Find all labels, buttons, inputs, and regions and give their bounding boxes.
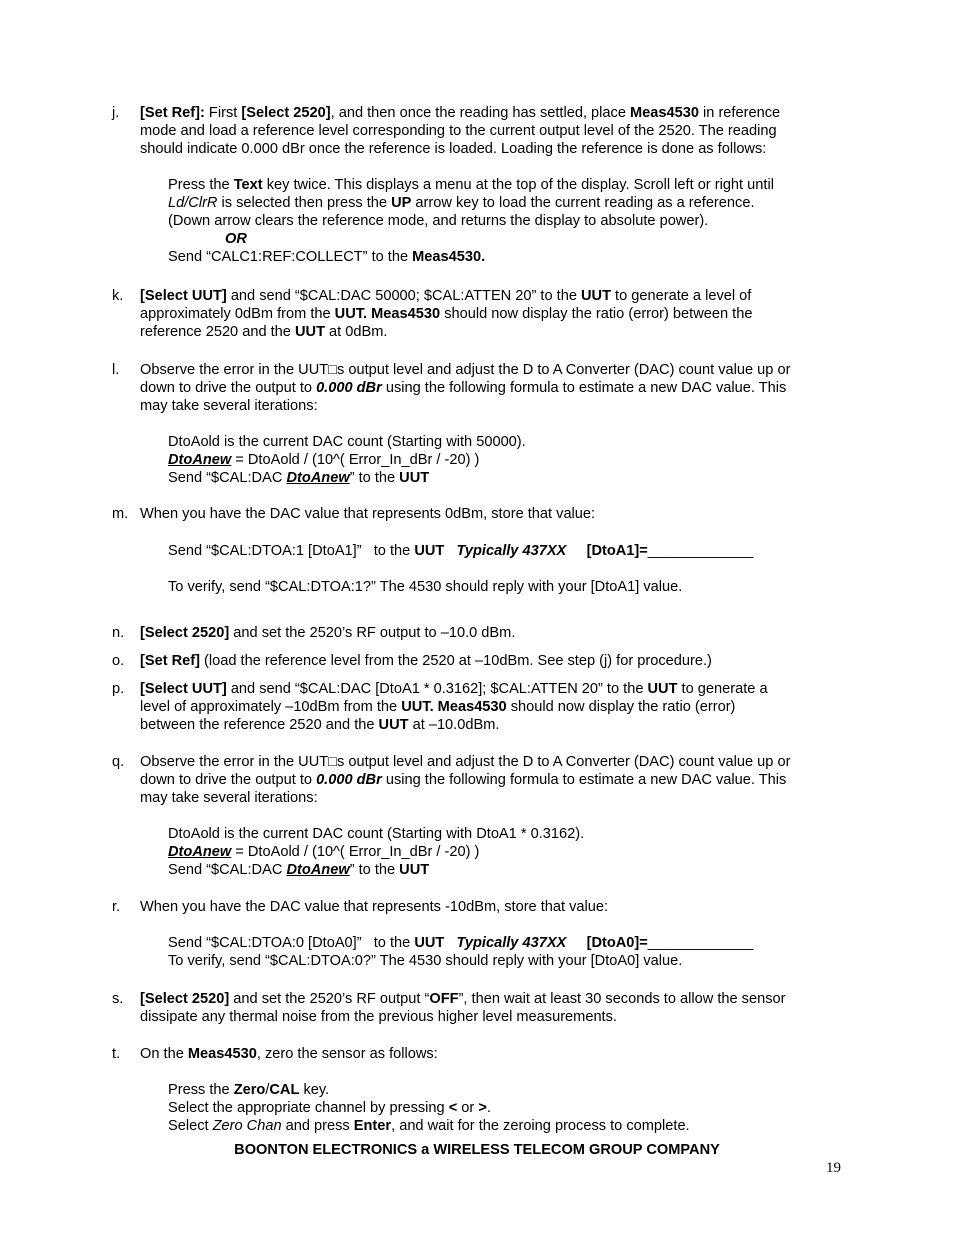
- instruction-line: Press the Text key twice. This displays a menu at the top of the display. Scroll left or right until: [168, 177, 774, 193]
- step-letter: j.: [112, 105, 120, 121]
- instruction-line: Select Zero Chan and press Enter, and wait for the zeroing process to complete.: [168, 1118, 690, 1134]
- step-letter: s.: [112, 991, 124, 1007]
- step-letter: t.: [112, 1046, 121, 1062]
- instruction-line: DtoAold is the current DAC count (Starting with DtoA1 * 0.3162).: [168, 826, 585, 842]
- instruction-line: Send “CALC1:REF:COLLECT” to the Meas4530.: [168, 249, 486, 265]
- dtoa0-blank: _____________: [647, 935, 754, 951]
- step-text: [Set Ref]: First [Select 2520], and then once the reading has settled, place Meas4530 in reference mode and load a reference level corresponding to the current output level of the 2520. The reading should indicate 0.000 dBr once the reference is loaded. Loading the reference is done as follows:: [140, 105, 781, 157]
- formula-line: DtoAnew = DtoAold / (10^( Error_In_dBr / -20) ): [168, 844, 480, 860]
- formula-line: DtoAnew = DtoAold / (10^( Error_In_dBr / -20) ): [168, 452, 480, 468]
- step-text: Observe the error in the UUT□s output level and adjust the D to A Converter (DAC) count value up or down to drive the output to 0.000 dBr using the following formula to estimate a new DAC value. This may take several iterations:: [140, 754, 791, 806]
- verify-line: To verify, send “$CAL:DTOA:1?” The 4530 should reply with your [DtoA1] value.: [168, 579, 683, 595]
- dtoa1-blank: _____________: [647, 543, 754, 559]
- step-letter: k.: [112, 288, 124, 304]
- instruction-line: Ld/ClrR is selected then press the UP arrow key to load the current reading as a reference.: [168, 195, 755, 211]
- page-footer: BOONTON ELECTRONICS a WIRELESS TELECOM GROUP COMPANY: [234, 1142, 720, 1158]
- step-text: [Select 2520] and set the 2520’s RF output “OFF”, then wait at least 30 seconds to allow the sensor dissipate any thermal noise from the previous higher level measurements.: [140, 991, 786, 1025]
- step-text: [Select UUT] and send “$CAL:DAC [DtoA1 * 0.3162]; $CAL:ATTEN 20” to the UUT to generate a level of approximately –10dBm from the UUT. Meas4530 should now display the ratio (error) between the reference 2520 and the UUT at –10.0dBm.: [140, 681, 768, 733]
- step-j-procedure: [168, 176, 848, 266]
- instruction-line: Press the Zero/CAL key.: [168, 1082, 330, 1098]
- instruction-line: Send “$CAL:DAC DtoAnew” to the UUT: [168, 862, 430, 878]
- step-letter: n.: [112, 625, 125, 641]
- page-number: 19: [826, 1160, 841, 1176]
- instruction-line: Send “$CAL:DAC DtoAnew” to the UUT: [168, 470, 430, 486]
- step-letter: l.: [112, 362, 120, 378]
- step-q-formula: [168, 825, 848, 879]
- step-text: On the Meas4530, zero the sensor as follows:: [140, 1046, 438, 1062]
- step-t-procedure: [168, 1081, 848, 1135]
- instruction-line: (Down arrow clears the reference mode, and returns the display to absolute power).: [168, 213, 709, 229]
- instruction-line: DtoAold is the current DAC count (Starting with 50000).: [168, 434, 526, 450]
- step-l-formula: [168, 433, 848, 487]
- step-text: [Set Ref] (load the reference level from the 2520 at –10dBm. See step (j) for procedure.): [140, 653, 712, 669]
- step-letter: m.: [112, 506, 129, 522]
- step-letter: p.: [112, 681, 125, 697]
- step-letter: r.: [112, 899, 121, 915]
- step-text: When you have the DAC value that represents 0dBm, store that value:: [140, 506, 596, 522]
- step-letter: o.: [112, 653, 125, 669]
- verify-line: To verify, send “$CAL:DTOA:0?” The 4530 should reply with your [DtoA0] value.: [168, 953, 683, 969]
- instruction-line: Select the appropriate channel by pressing < or >.: [168, 1100, 491, 1116]
- step-text: Observe the error in the UUT□s output level and adjust the D to A Converter (DAC) count value up or down to drive the output to 0.000 dBr using the following formula to estimate a new DAC value. This may take several iterations:: [140, 362, 791, 414]
- step-text: When you have the DAC value that represents -10dBm, store that value:: [140, 899, 609, 915]
- store-dtoa1-line: Send “$CAL:DTOA:1 [DtoA1]” to the UUT Typically 437XX [DtoA1]=_____________: [168, 543, 754, 559]
- store-dtoa0-line: Send “$CAL:DTOA:0 [DtoA0]” to the UUT Typically 437XX [DtoA0]=_____________: [168, 935, 754, 951]
- step-text: [Select 2520] and set the 2520’s RF output to –10.0 dBm.: [140, 625, 516, 641]
- or-label: OR: [225, 231, 247, 247]
- step-letter: q.: [112, 754, 125, 770]
- step-text: [Select UUT] and send “$CAL:DAC 50000; $CAL:ATTEN 20” to the UUT to generate a level of approximately 0dBm from the UUT. Meas4530 should now display the ratio (error) between the reference 2520 and the UUT at 0dBm.: [140, 288, 753, 340]
